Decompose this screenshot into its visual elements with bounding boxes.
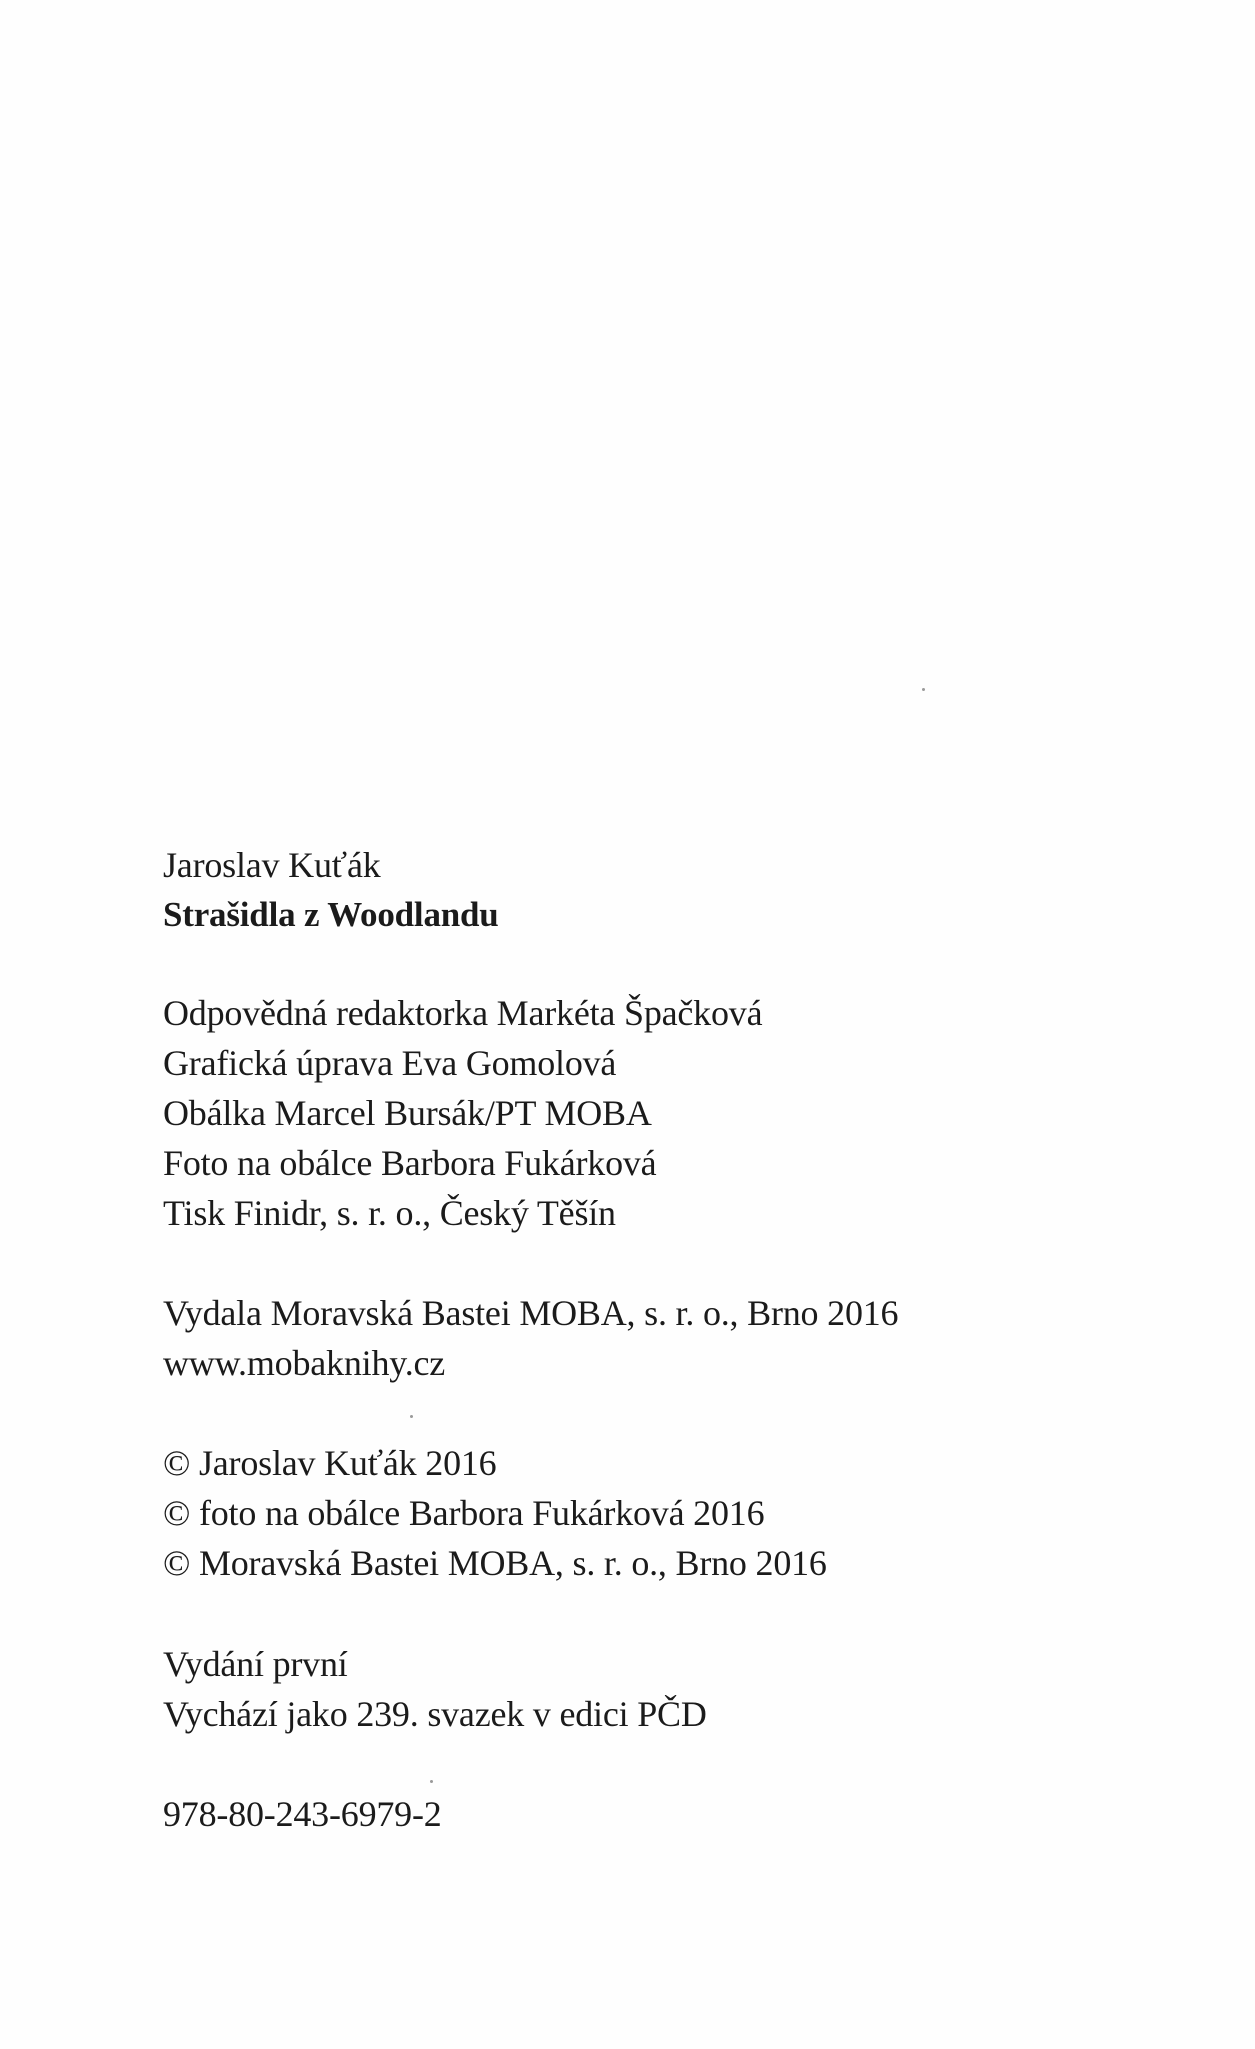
credit-print: Tisk Finidr, s. r. o., Český Těšín xyxy=(163,1193,616,1233)
credit-graphic-design: Grafická úprava Eva Gomolová xyxy=(163,1043,617,1083)
author-name: Jaroslav Kuťák xyxy=(163,845,381,885)
isbn: 978-80-243-6979-2 xyxy=(163,1794,442,1834)
edition-issue: Vydání první xyxy=(163,1644,348,1684)
publisher-line: Vydala Moravská Bastei MOBA, s. r. o., Brno 2016 xyxy=(163,1293,899,1333)
copyright-photo: © foto na obálce Barbora Fukárková 2016 xyxy=(163,1493,765,1533)
paper-speck xyxy=(410,1415,413,1418)
edition-series: Vychází jako 239. svazek v edici PČD xyxy=(163,1694,707,1734)
credit-cover: Obálka Marcel Bursák/PT MOBA xyxy=(163,1093,652,1133)
credit-cover-photo: Foto na obálce Barbora Fukárková xyxy=(163,1143,657,1183)
credit-editor: Odpovědná redaktorka Markéta Špačková xyxy=(163,993,763,1033)
book-title: Strašidla z Woodlandu xyxy=(163,895,499,934)
copyright-publisher: © Moravská Bastei MOBA, s. r. o., Brno 2016 xyxy=(163,1543,827,1583)
publisher-website: www.mobaknihy.cz xyxy=(163,1343,446,1383)
paper-speck xyxy=(922,688,925,691)
copyright-author: © Jaroslav Kuťák 2016 xyxy=(163,1443,497,1483)
paper-speck xyxy=(430,1780,433,1783)
